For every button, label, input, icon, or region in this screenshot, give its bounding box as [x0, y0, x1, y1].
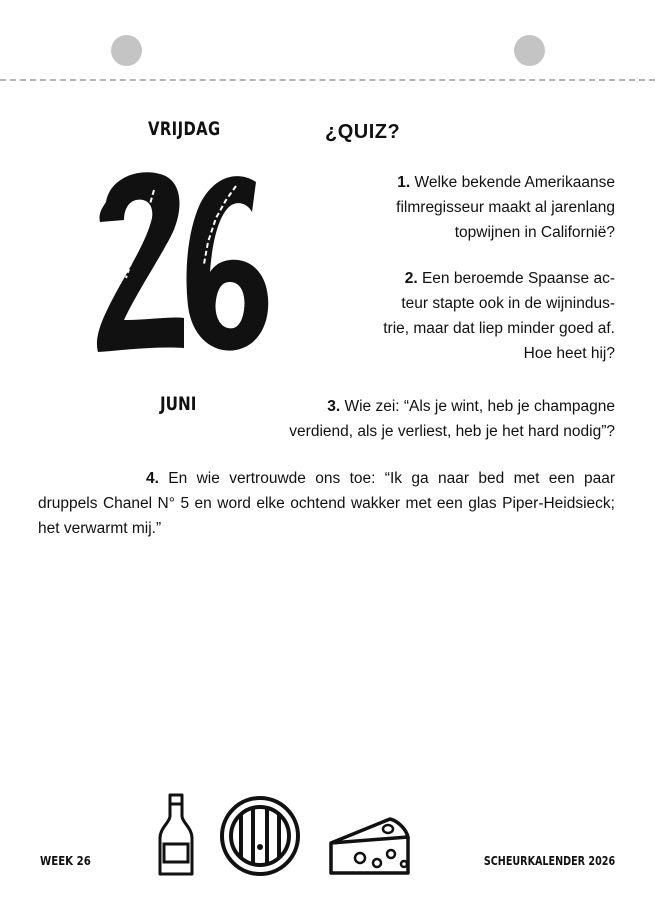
day-number: [88, 160, 273, 360]
quiz-question-3: 3. Wie zei: “Als je wint, heb je champagne verdiend, als je verliest, heb je het hard nodig”?: [289, 398, 615, 440]
question-number: 3.: [327, 398, 341, 415]
binding-hole-right: [514, 35, 545, 66]
quiz-title: ¿QUIZ?: [325, 121, 401, 143]
question-number: 4.: [146, 470, 159, 487]
question-number: 1.: [397, 174, 411, 191]
brand-label: SCHEURKALENDER 2026: [483, 854, 615, 868]
binding-hole-left: [111, 35, 142, 66]
question-number: 2.: [404, 270, 418, 287]
quiz-question-2: 2. Een beroemde Spaanse ac- teur stapte ook in de wijnindus- trie, maar dat liep minder goed af. Hoe heet hij?: [383, 270, 615, 362]
week-label: WEEK 26: [40, 854, 91, 868]
wine-bottle-icon: [158, 792, 194, 878]
cheese-icon: [328, 815, 412, 877]
month-name: JUNI: [160, 393, 197, 415]
quiz-question-1: 1. Welke bekende Amerikaanse filmregisseur maakt al jarenlang topwijnen in Californië?: [396, 174, 615, 241]
perforation-line: [0, 79, 655, 81]
day-name: VRIJDAG: [148, 118, 221, 140]
quiz-question-4: 4. En wie vertrouwde ons toe: “Ik ga naar bed met een paar druppels Chanel N° 5 en word elke ochtend wakker met een glas Piper-Heidsieck; het verwarmt mij.”: [38, 470, 615, 537]
barrel-icon: [219, 795, 301, 877]
